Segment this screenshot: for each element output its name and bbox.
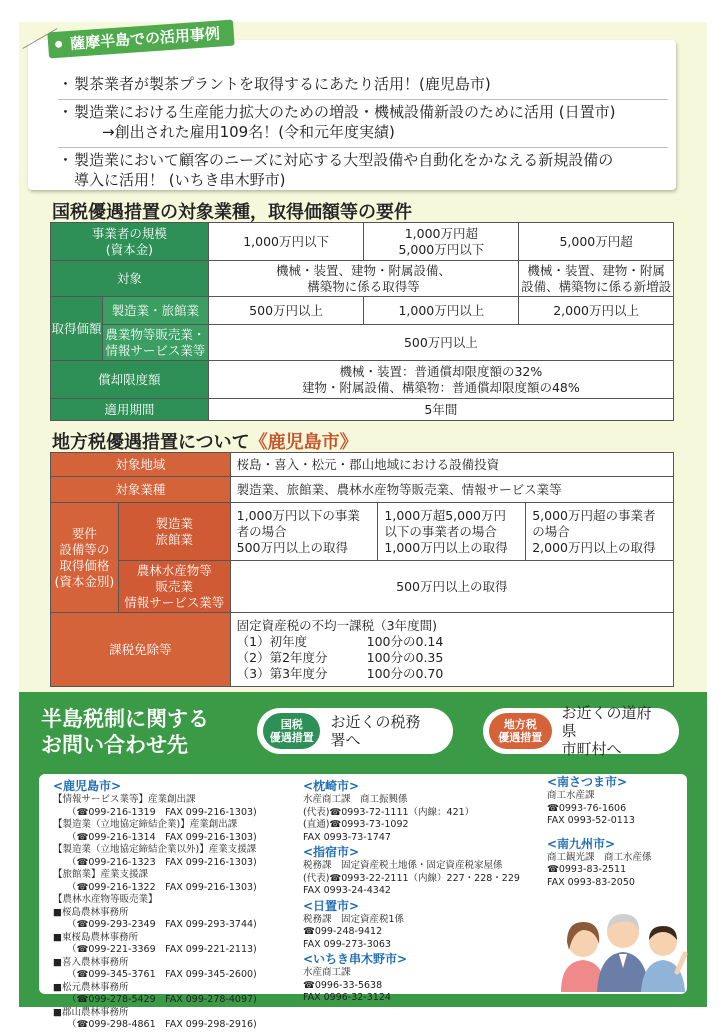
national-contact-text: お近くの税務署へ	[330, 713, 421, 749]
national-contact-pill	[257, 708, 453, 754]
table-cell: 5年間	[208, 399, 673, 421]
staff-illustration	[555, 892, 687, 992]
table-row	[51, 503, 674, 561]
table-row	[51, 561, 674, 613]
period-header: 適用期間	[51, 399, 209, 421]
industry-header: 対象業種	[51, 477, 231, 503]
list-item	[58, 72, 668, 100]
tax-rate-row: （3）第3年度分 100分の0.70	[236, 665, 444, 681]
table-cell: 機械・装置：普通償却限度額の32% 建物・附属設備、構築物：普通償却限度額の48%	[208, 361, 673, 399]
area-header: 対象地域	[51, 453, 231, 477]
agri-subheader: 農業物等販売業・ 情報サービス業等	[102, 325, 208, 361]
case-text: →創出された雇用109名！(令和元年度実績)	[102, 123, 395, 141]
case-text: ・ 製茶業者が製茶プラントを取得するにあたり活用！(鹿児島市)	[74, 75, 491, 93]
contact-title: 半島税制に関する お問い合わせ先	[41, 707, 209, 757]
national-tax-table	[50, 222, 674, 421]
table-cell: 1,000万円以下	[208, 223, 364, 261]
table-cell: 固定資産税の不均一課税（3年度間) （1）初年度 100分の0.14 （2）第2年度分 100分の0.35 （3）第3年度分 100分の0.70	[230, 613, 673, 687]
city-name: <いちき串木野市>	[303, 952, 408, 966]
table-cell: 1,000万円以上	[364, 297, 519, 325]
table-cell: 500万円以上	[208, 325, 673, 361]
city-name: <枕崎市>	[303, 779, 360, 793]
table-cell: 1,000万円以下の事業 者の場合 500万円以上の取得	[230, 503, 378, 561]
mfg-subheader: 製造業 旅館業	[118, 503, 230, 561]
table-row	[51, 453, 674, 477]
list-item	[58, 148, 668, 195]
table-cell: 2,000万円以上	[519, 297, 674, 325]
case-text: ・ 製造業において顧客のニーズに対応する大型設備や自動化をかなえる新規設備の	[74, 151, 614, 169]
local-contact-text: お近くの道府県 市町村へ	[561, 704, 652, 758]
city-accent: 《鹿児島市》	[249, 432, 358, 453]
table-row	[51, 613, 674, 687]
national-badge: 国税 優遇措置	[263, 713, 320, 749]
middle-contacts: <枕崎市> 水産商工課 商工振興係 (代表)☎0993-72-1111（内線：421） (直通)☎0993-73-1092 FAX 0993-73-1747 <指宿市> 税務課 固定資産税土地係・固定資産税家屋係 (代表)☎0993-22-2111（内線）227・228・229 FAX 0993-24-4342 <日置市> 税務課 固定資産税1係 ☎099-248-9412 FAX 099-273-3063 <いちき串木野市> 水産商工課 ☎0996-33-5638 FAX 0996-32-3124	[303, 778, 533, 1005]
city-name: <南九州市>	[547, 836, 616, 851]
table-cell: 機械・装置、建物・附属設備、 構築物に係る取得等	[208, 261, 518, 297]
table-row	[51, 261, 674, 297]
local-tax-heading: 地方税優遇措置について《鹿児島市》	[52, 428, 358, 459]
table-row	[51, 297, 674, 325]
table-row	[51, 399, 674, 421]
scale-header: 事業者の規模 (資本金)	[51, 223, 209, 261]
table-cell: 製造業、旅館業、農林水産物等販売業、情報サービス業等	[230, 477, 673, 503]
contact-band	[19, 692, 707, 772]
tax-rate-row: （1）初年度 100分の0.14	[236, 633, 444, 649]
city-name: <日置市>	[303, 898, 360, 913]
national-tax-heading: 国税優遇措置の対象業種，取得価額等の要件	[52, 198, 412, 229]
local-badge: 地方税 優遇措置	[489, 713, 552, 749]
contacts-area	[19, 772, 707, 1030]
city-name: <指宿市>	[303, 845, 360, 859]
right-contacts: <南さつま市> 商工水産課 ☎0993-76-1606 FAX 0993-52-0113 <南九州市> 商工観光課 商工水産係 ☎0993-83-2511 FAX 0993-83-2050	[547, 774, 687, 889]
agri-subheader: 農林水産物等 販売業 情報サービス業等	[118, 561, 230, 613]
depreciation-header: 償却限度額	[51, 361, 209, 399]
list-item	[58, 100, 668, 148]
tax-rate-row: （2）第2年度分 100分の0.35	[236, 649, 444, 665]
case-examples-list	[58, 72, 668, 195]
city-name: <鹿児島市>	[53, 779, 122, 793]
young-man-figure	[641, 926, 685, 992]
table-cell: 1,000万超5,000万円 以下の事業者の場合 1,000万円以上の取得	[378, 503, 526, 561]
table-cell: 機械・装置、建物・附属 設備、構築物に係る新増設	[519, 261, 674, 297]
acquisition-header: 取得価額	[51, 297, 103, 361]
local-contact-pill	[483, 704, 679, 758]
target-header: 対象	[51, 261, 209, 297]
older-man-figure	[597, 914, 649, 992]
requirement-header: 要件 設備等の 取得価格 (資本金別)	[51, 503, 119, 613]
local-tax-table	[50, 452, 674, 687]
case-examples-tag: 薩摩半島での活用事例	[47, 20, 234, 59]
city-name: <南さつま市>	[547, 775, 628, 789]
table-cell: 500万円以上の取得	[230, 561, 673, 613]
table-row	[51, 361, 674, 399]
mfg-subheader: 製造業・旅館業	[102, 297, 208, 325]
table-cell: 5,000万円超	[519, 223, 674, 261]
table-row	[51, 325, 674, 361]
table-row	[51, 223, 674, 261]
case-text: ・ 製造業における生産能力拡大のための増設・機械設備新設のために活用 (日置市)	[74, 103, 616, 121]
contacts-panel	[39, 774, 687, 1030]
table-cell: 桜島・喜入・松元・郡山地域における設備投資	[230, 453, 673, 477]
tax-exemption-header: 課税免除等	[51, 613, 231, 687]
case-text: 導入に活用！ (いちき串木野市)	[74, 171, 286, 189]
kagoshima-contacts: <鹿児島市> 【情報サービス業等】産業創出課 （☎099-216-1319 FAX 099-216-1303) 【製造業（立地協定締結企業)】産業創出課 （☎099-216-1314 FAX 099-216-1303) 【製造業（立地協定締結企業以外)】産業支援課 （☎099-216-1323 FAX 099-216-1303) 【旅館業】産業支援課 （☎099-216-1322 FAX 099-216-1303) 【農林水産物等販売業】 ■桜島農林事務所 （☎099-293-2349 FAX 099-293-3744) ■東桜島農林事務所 （☎099-221-3369 FAX 099-221-2113) ■喜入農林事務所 （☎099-345-3761 FAX 099-345-2600) ■松元農林事務所 （☎099-278-5429 FAX 099-278-4097) ■郡山農林事務所 （☎099-298-4861 FAX 099-298-2916)	[53, 778, 283, 1032]
table-cell: 5,000万円超の事業者 の場合 2,000万円以上の取得	[526, 503, 674, 561]
table-cell: 500万円以上	[208, 297, 364, 325]
table-cell: 1,000万円超 5,000万円以下	[364, 223, 519, 261]
table-row	[51, 477, 674, 503]
